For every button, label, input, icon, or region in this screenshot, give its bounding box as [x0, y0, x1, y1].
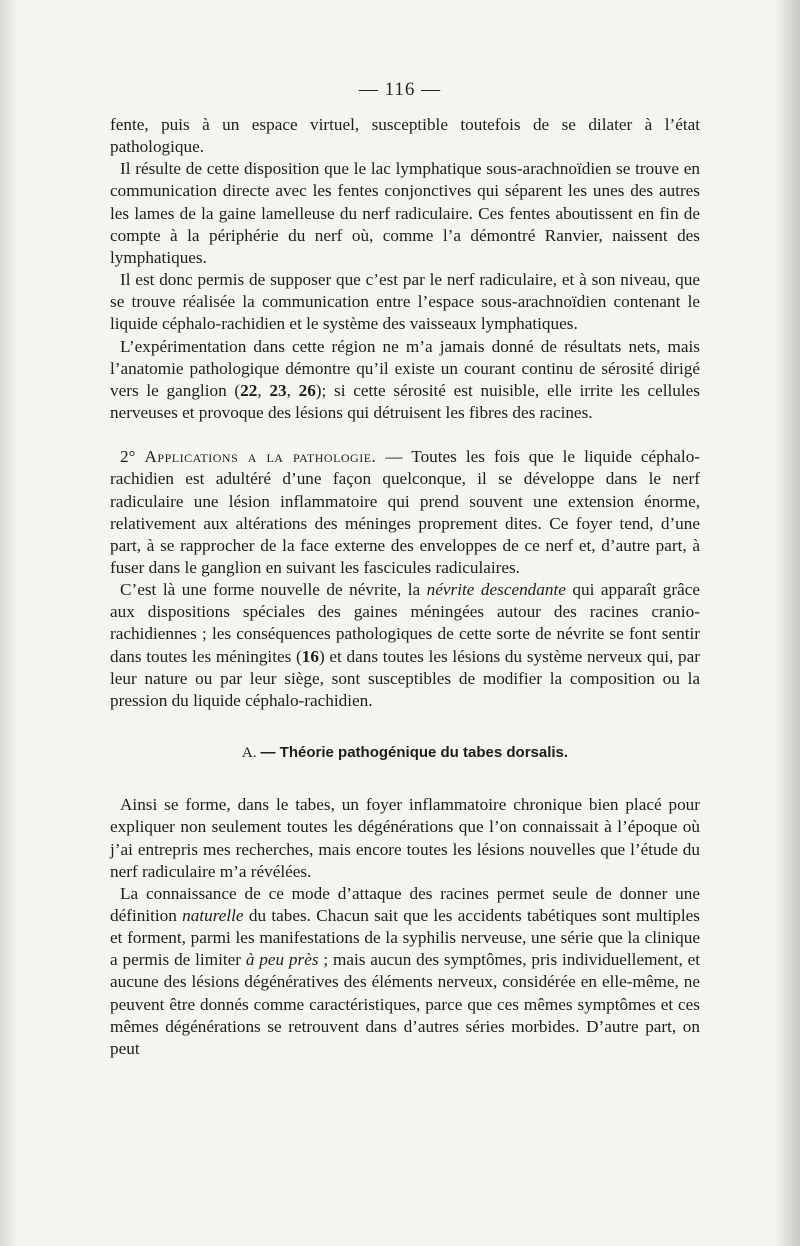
paragraph-8-text-a: La connaissance de ce mode d’attaque des racines permet seule de donner une définition [110, 883, 700, 925]
section-number: 2° [120, 447, 136, 467]
term-a-peu-pres: à peu près [245, 950, 319, 970]
paragraph-3: Il est donc permis de supposer que c’est par le nerf radiculaire, et à son niveau, que se trouve réalisée la communication entre l’espace sous-arachnoïdien contenant le liquide céphalo-rachidien et le système des vaisseaux lymphatiques. [110, 270, 700, 334]
section-gap [110, 424, 700, 446]
paragraph-6-text-c: ) et dans toutes les lésions du système nerveux qui, par leur nature ou par leur siège, sont susceptibles de modifier la composition ou la pression du liquide céphalo-rachidien. [110, 646, 700, 710]
section-heading-title: — Théorie pathogénique du tabes dorsalis. [260, 744, 569, 762]
term-nevrite-descendante: névrite descendante [426, 580, 566, 600]
paragraph-2: Il résulte de cette disposition que le lac lymphatique sous-arachnoïdien se trouve en communication directe avec les fentes conjonctives qui séparent les unes des autres les lames de la gaine lamelleuse du nerf radiculaire. Ces fentes aboutissent en fin de compte à la périphérie du nerf où, comme l’a démontré Ranvier, naissent des lymphatiques. [110, 159, 700, 267]
section-title: Applications a la pathologie. [144, 447, 377, 467]
section-heading-letter: A. [241, 745, 257, 762]
reference-23: 23 [269, 380, 287, 400]
reference-16: 16 [301, 646, 319, 666]
paragraph-4 [110, 336, 700, 425]
paragraph-4-text-b: ); si cette sérosité est nuisible, elle irrite les cellules nerveuses et provoque des lésions qui détruisent les fibres des racines. [110, 380, 700, 423]
paragraph-4-text-a: L’expérimentation dans cette région ne m’a jamais donné de résultats nets, mais l’anatomie pathologique démontre qu’il existe un courant continu de sérosité dirigé vers le ganglion ( [110, 336, 700, 400]
paragraph-5-body: — Toutes les fois que le liquide céphalo-rachidien est adultéré d’une façon quelconque, il se développe dans le nerf radiculaire une lésion inflammatoire qui prend souvent une extension énorme, relativement aux altérations des méninges proprement dites. Ce foyer tend, d’une part, à se rapprocher de la face externe des enveloppes de ce nerf et, d’autre part, à fuser dans le ganglion en suivant les fascicules radiculaires. [110, 447, 701, 577]
paragraph-7: Ainsi se forme, dans le tabes, un foyer inflammatoire chronique bien placé pour expliquer non seulement toutes les dégénérations que l’on connaissait à l’époque où j’ai entrepris mes recherches, mais encore toutes les lésions nouvelles que l’étude du nerf radiculaire m’a révélées. [110, 795, 700, 881]
paragraph-4-sep-2: , [286, 380, 299, 400]
paragraph-8-text-c: ; mais aucun des symptômes, pris individuellement, et aucune des lésions dégénératives des éléments nerveux, considérée en elle-même, ne peuvent être donnés comme caractéristiques, parce que ces mêmes symptômes et ces mêmes dégénérations se retrouvent dans d’autres séries morbides. D’autre part, on peut [110, 950, 700, 1058]
page-edge-shadow [774, 0, 800, 1246]
body-text [110, 114, 700, 1060]
heading-gap-before [110, 712, 700, 742]
section-heading [110, 742, 700, 764]
heading-gap-after [110, 764, 700, 794]
paragraph-1: fente, puis à un espace virtuel, susceptible toutefois de se dilater à l’état pathologique. [110, 115, 700, 157]
page-gutter-shadow [0, 0, 18, 1246]
paragraph-8-text-b: du tabes. Chacun sait que les accidents tabétiques sont multiples et forment, parmi les manifestations de la syphilis nerveuse, une série que la clinique a permis de limiter [110, 906, 700, 970]
paragraph-8 [110, 883, 700, 1060]
reference-22: 22 [240, 380, 258, 400]
term-naturelle: naturelle [182, 906, 244, 925]
paragraph-6-text-a: C’est là une forme nouvelle de névrite, la [120, 580, 427, 600]
page-number: — 116 — [358, 79, 442, 100]
paragraph-4-sep-1: , [257, 380, 270, 400]
reference-26: 26 [298, 380, 316, 400]
paragraph-6 [110, 579, 700, 712]
paragraph-6-text-b: qui apparaît grâce aux dispositions spéciales des gaines méningées autour des racines cranio-rachidiennes ; les conséquences pathologiques de cette sorte de névrite se font sentir dans toutes les méningites ( [110, 580, 700, 666]
paragraph-5 [110, 446, 700, 579]
